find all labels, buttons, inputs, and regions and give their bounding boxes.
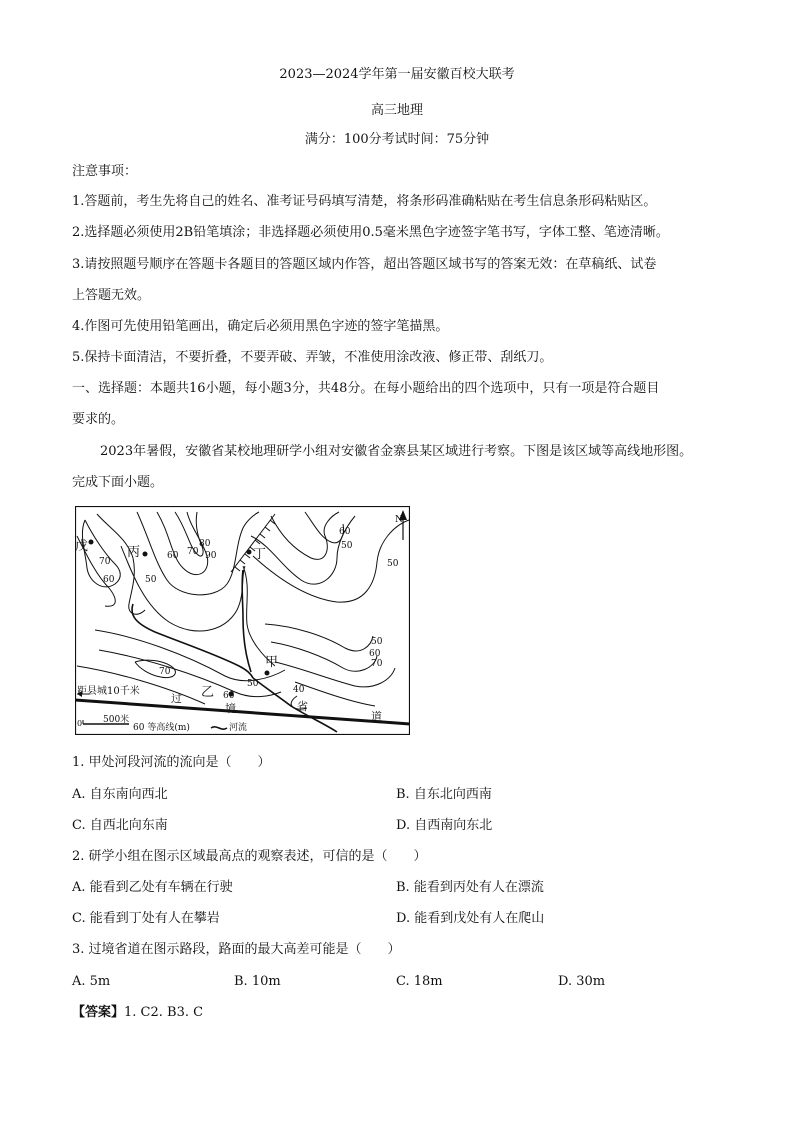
distance-marker bbox=[77, 684, 140, 697]
notice-item: 2.选择题必须使用2B铅笔填涂；非选择题必须使用0.5毫米黑色字迹签字笔书写，字体工整、笔迹清晰。 bbox=[72, 225, 669, 240]
contour-value: 50 bbox=[387, 559, 399, 569]
label-yi: 乙 bbox=[201, 685, 215, 700]
contour-value: 60 bbox=[369, 649, 381, 659]
question-2-option-c[interactable]: C. 能看到丁处有人在攀岩 bbox=[72, 911, 220, 926]
question-1-option-b[interactable]: B. 自东北向西南 bbox=[396, 787, 492, 802]
label-bing: 丙 bbox=[127, 545, 141, 560]
point-ding bbox=[247, 550, 252, 555]
contour-value: 40 bbox=[293, 685, 305, 695]
contour-value: 60 bbox=[223, 691, 235, 701]
contour-value: 50 bbox=[341, 541, 353, 551]
contour-value: 50 bbox=[247, 679, 259, 689]
contour-map bbox=[75, 506, 410, 735]
scale-label: 500米 bbox=[103, 715, 130, 725]
question-1-stem: 1. 甲处河段河流的流向是（ ） bbox=[72, 755, 271, 770]
question-2-option-a[interactable]: A. 能看到乙处有车辆在行驶 bbox=[72, 880, 233, 895]
contour-value: 50 bbox=[371, 637, 383, 647]
road-char: 省 bbox=[297, 700, 308, 713]
contour-value: 90 bbox=[205, 551, 217, 561]
question-2-option-b[interactable]: B. 能看到丙处有人在漂流 bbox=[396, 880, 544, 895]
answer-line bbox=[72, 1004, 203, 1022]
contour-value: 70 bbox=[99, 557, 111, 567]
point-bing bbox=[143, 552, 148, 557]
question-3-option-b[interactable]: B. 10m bbox=[234, 974, 281, 989]
question-stem: 2023年暑假，安徽省某校地理研学小组对安徽省金寨县某区域进行考察。下图是该区域等高线地形图。 bbox=[100, 444, 693, 459]
contour-value: 80 bbox=[199, 539, 211, 549]
section-heading: 一、选择题：本题共16小题，每小题3分，共48分。在每小题给出的四个选项中，只有一项是符合题目 bbox=[72, 381, 660, 396]
contour-value: 70 bbox=[371, 659, 383, 669]
section-heading-cont: 要求的。 bbox=[72, 412, 125, 427]
contour-value: 60 bbox=[103, 575, 115, 585]
scale-zero: 0 bbox=[77, 719, 83, 728]
question-1-option-c[interactable]: C. 自西北向东南 bbox=[72, 818, 168, 833]
notice-item: 上答题无效。 bbox=[72, 288, 151, 303]
distance-label: 距县城10千米 bbox=[77, 686, 140, 697]
question-3-option-c[interactable]: C. 18m bbox=[396, 974, 443, 989]
answer-tag: 【答案】 bbox=[72, 1005, 125, 1020]
notice-item: 3.请按照题号顺序在答题卡各题目的答题区域内作答，超出答题区域书写的答案无效：在草稿纸、试卷 bbox=[72, 257, 657, 272]
point-wu bbox=[89, 540, 94, 545]
notice-heading: 注意事项： bbox=[72, 164, 138, 179]
contour-value: 70 bbox=[187, 547, 199, 557]
score-and-time: 满分：100分考试时间：75分钟 bbox=[304, 132, 490, 147]
road-char: 过 bbox=[171, 692, 182, 705]
question-3-stem: 3. 过境省道在图示路段，路面的最大高差可能是（ ） bbox=[72, 942, 401, 957]
contour-value: 60 bbox=[339, 527, 351, 537]
contour-value: 60 bbox=[167, 551, 179, 561]
question-1-option-d[interactable]: D. 自西南向东北 bbox=[396, 818, 493, 833]
notice-item: 4.作图可先使用铅笔画出，确定后必须用黑色字迹的签字笔描黑。 bbox=[72, 319, 449, 334]
road-char: 境 bbox=[225, 702, 236, 715]
label-ding: 丁 bbox=[253, 547, 267, 562]
north-label: N bbox=[395, 515, 403, 525]
contour-value: 70 bbox=[159, 667, 171, 677]
notice-item: 1.答题前，考生先将自己的姓名、准考证号码填写清楚，将条形码准确粘贴在考生信息条形码粘贴区。 bbox=[72, 194, 657, 209]
question-stem-cont: 完成下面小题。 bbox=[72, 475, 164, 490]
label-jia: 甲 bbox=[265, 655, 279, 670]
question-1-option-a[interactable]: A. 自东南向西北 bbox=[72, 787, 168, 802]
question-2-option-d[interactable]: D. 能看到戊处有人在爬山 bbox=[396, 911, 545, 926]
notice-item: 5.保持卡面清洁，不要折叠，不要弄破、弄皱，不准使用涂改液、修正带、刮纸刀。 bbox=[72, 350, 553, 365]
road-char: 道 bbox=[371, 710, 382, 723]
question-3-option-d[interactable]: D. 30m bbox=[558, 974, 606, 989]
exam-title: 2023—2024学年第一届安徽百校大联考 bbox=[279, 67, 515, 82]
legend-river: 河流 bbox=[229, 723, 248, 733]
question-2-stem: 2. 研学小组在图示区域最高点的观察表述，可信的是（ ） bbox=[72, 849, 427, 864]
contour-value: 50 bbox=[145, 575, 157, 585]
point-jia bbox=[265, 671, 270, 676]
answer-text: 1. C2. B3. C bbox=[124, 1005, 204, 1020]
exam-subject: 高三地理 bbox=[370, 103, 423, 118]
question-3-option-a[interactable]: A. 5m bbox=[72, 974, 111, 989]
label-wu: 戊 bbox=[75, 539, 89, 554]
legend-contour: 60 等高线(m) bbox=[133, 723, 190, 733]
